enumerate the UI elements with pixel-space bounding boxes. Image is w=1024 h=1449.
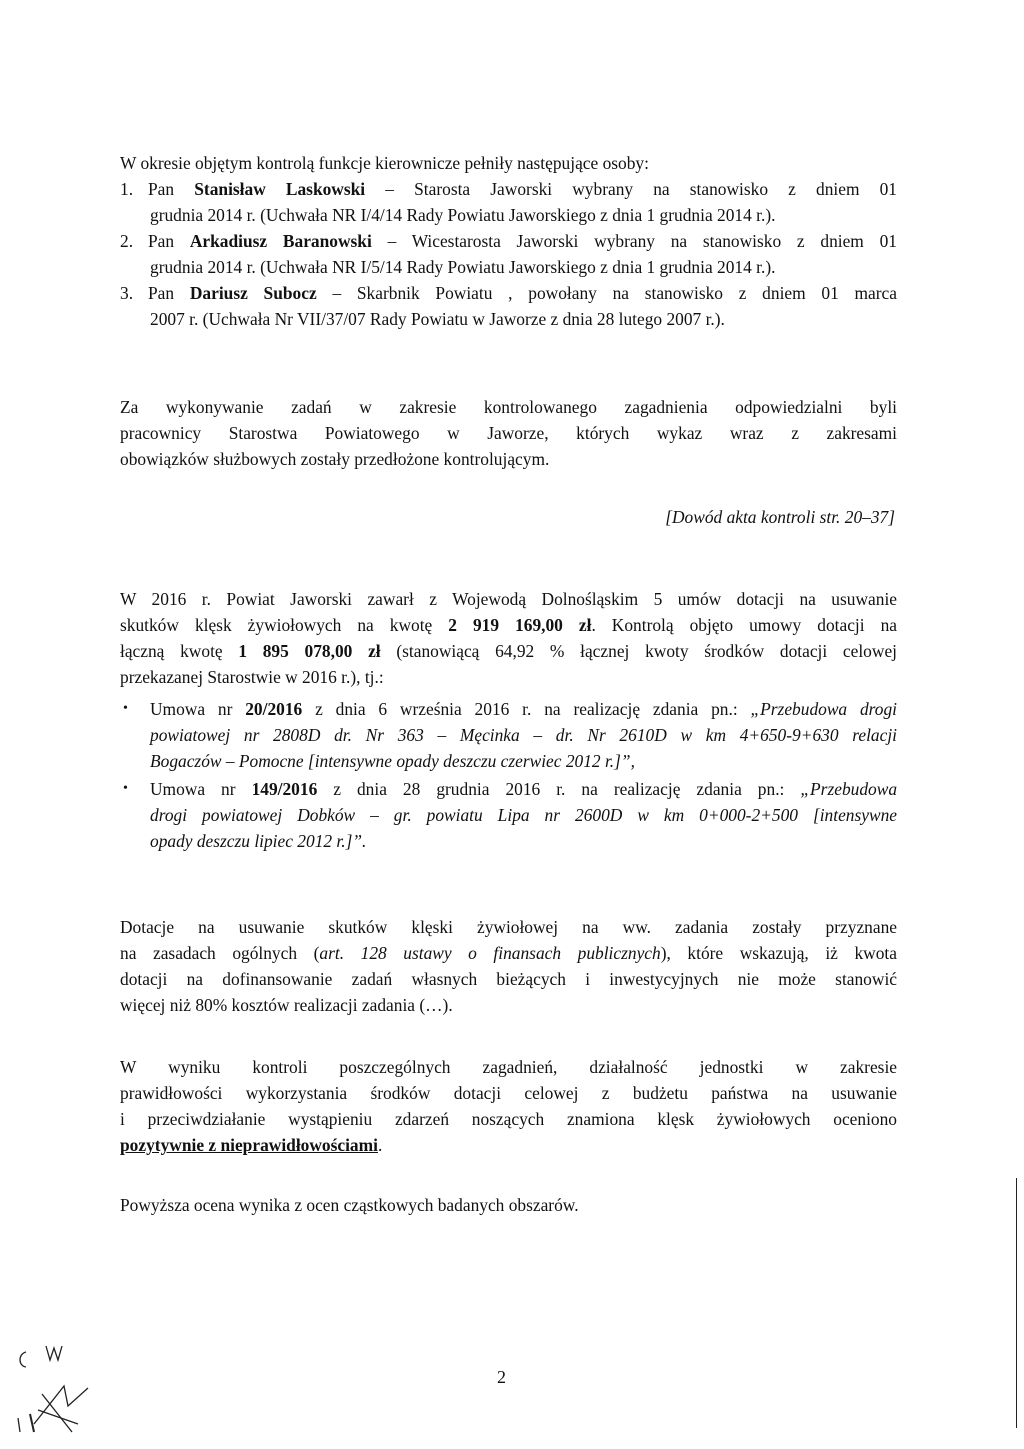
contract-2-line-2: drogi powiatowej Dobków – gr. powiatu Lipa nr 2600D w km 0+000-2+500 [intensywne bbox=[150, 805, 897, 825]
intro-line: W okresie objętym kontrolą funkcje kierownicze pełniły następujące osoby: bbox=[120, 153, 649, 173]
para3-line-3: dotacji na dofinansowanie zadań własnych bieżących i inwestycyjnych nie może stanowić bbox=[120, 969, 897, 989]
evidence-reference: [Dowód akta kontroli str. 20–37] bbox=[665, 507, 895, 527]
para1-line-1: Za wykonywanie zadań w zakresie kontrolowanego zagadnienia odpowiedzialni byli bbox=[120, 397, 897, 417]
para2-line-4: przekazanej Starostwie w 2016 r.), tj.: bbox=[120, 667, 384, 687]
contract-1-line-2: powiatowej nr 2808D dr. Nr 363 – Męcinka – dr. Nr 2610D w km 4+650-9+630 relacji bbox=[150, 725, 897, 745]
contracts-list bbox=[120, 696, 897, 854]
list-item bbox=[120, 776, 897, 854]
para3-line-2: na zasadach ogólnych (art. 128 ustawy o finansach publicznych), które wskazują, iż kwota bbox=[120, 943, 897, 963]
person-2-name: Arkadiusz Baranowski bbox=[189, 231, 372, 251]
para3-line-1: Dotacje na usuwanie skutków klęski żywiołowej na ww. zadania zostały przyznane bbox=[120, 917, 897, 937]
para4-line-4: pozytywnie z nieprawidłowościami. bbox=[120, 1135, 383, 1155]
para3-line-4: więcej niż 80% kosztów realizacji zadania (…). bbox=[120, 995, 453, 1015]
dotation-paragraph bbox=[120, 586, 897, 690]
person-1-line-1: 1. Pan Stanisław Laskowski – Starosta Jaworski wybrany na stanowisko z dniem 01 bbox=[120, 179, 897, 199]
total-amount: 2 919 169,00 zł bbox=[448, 615, 592, 635]
person-1-name: Stanisław Laskowski bbox=[194, 179, 366, 199]
para2-line-2: skutków klęsk żywiołowych na kwotę 2 919 169,00 zł. Kontrolą objęto umowy dotacji na bbox=[120, 615, 897, 635]
para2-line-1: W 2016 r. Powiat Jaworski zawarł z Wojewodą Dolnośląskim 5 umów dotacji na usuwanie bbox=[120, 589, 897, 609]
para2-line-3: łączną kwotę 1 895 078,00 zł (stanowiącą 64,92 % łącznej kwoty środków dotacji celowej bbox=[120, 641, 897, 661]
contract-2-line-3: opady deszczu lipiec 2012 r.]”. bbox=[150, 831, 367, 851]
handwritten-initials bbox=[12, 1336, 102, 1436]
person-3-line-2: 2007 r. (Uchwała Nr VII/37/07 Rady Powiatu w Jaworze z dnia 28 lutego 2007 r.). bbox=[150, 309, 725, 329]
contract-2-number: 149/2016 bbox=[251, 779, 318, 799]
contract-1-line-3: Bogaczów – Pomocne [intensywne opady deszczu czerwiec 2012 r.]”, bbox=[150, 751, 635, 771]
person-1-line-2: grudnia 2014 r. (Uchwała NR I/4/14 Rady Powiatu Jaworskiego z dnia 1 grudnia 2014 r.). bbox=[150, 205, 776, 225]
para4-line-2: prawidłowości wykorzystania środków dotacji celowej z budżetu państwa na usuwanie bbox=[120, 1083, 897, 1103]
para4-line-3: i przeciwdziałanie wystąpieniu zdarzeń noszących znamiona klęsk żywiołowych oceniono bbox=[120, 1109, 897, 1129]
para4-line-1: W wyniku kontroli poszczególnych zagadnień, działalność jednostki w zakresie bbox=[120, 1057, 897, 1077]
para1-line-2: pracownicy Starostwa Powiatowego w Jaworze, których wykaz wraz z zakresami bbox=[120, 423, 897, 443]
controlled-amount: 1 895 078,00 zł bbox=[238, 641, 381, 661]
person-2-line-2: grudnia 2014 r. (Uchwała NR I/5/14 Rady Powiatu Jaworskiego z dnia 1 grudnia 2014 r.). bbox=[150, 257, 776, 277]
page-number: 2 bbox=[497, 1367, 506, 1387]
contract-1-line-1: Umowa nr 20/2016 z dnia 6 września 2016 r. na realizację zdania pn.: „Przebudowa drogi bbox=[150, 699, 897, 719]
contract-1-number: 20/2016 bbox=[245, 699, 303, 719]
person-3-line-1: 3. Pan Dariusz Subocz – Skarbnik Powiatu , powołany na stanowisko z dniem 01 marca bbox=[120, 283, 897, 303]
summary-line: Powyższa ocena wynika z ocen cząstkowych badanych obszarów. bbox=[120, 1195, 579, 1215]
bullet-icon: • bbox=[123, 781, 128, 796]
responsibility-paragraph bbox=[120, 394, 897, 472]
page-edge-divider bbox=[1016, 1178, 1017, 1428]
assessment-result: pozytywnie z nieprawidłowościami bbox=[120, 1135, 378, 1155]
officials-section bbox=[120, 150, 897, 332]
person-3-name: Dariusz Subocz bbox=[189, 283, 317, 303]
law-reference: art. 128 ustawy o finansach publicznych bbox=[319, 943, 661, 963]
assessment-paragraph bbox=[120, 1054, 897, 1158]
person-2-line-1: 2. Pan Arkadiusz Baranowski – Wicestarosta Jaworski wybrany na stanowisko z dniem 01 bbox=[120, 231, 897, 251]
bullet-icon: • bbox=[123, 701, 128, 716]
list-item bbox=[120, 696, 897, 774]
para1-line-3: obowiązków służbowych zostały przedłożone kontrolującym. bbox=[120, 449, 550, 469]
rules-paragraph bbox=[120, 914, 897, 1018]
contract-2-line-1: Umowa nr 149/2016 z dnia 28 grudnia 2016 r. na realizację zdania pn.: „Przebudowa bbox=[150, 779, 898, 799]
